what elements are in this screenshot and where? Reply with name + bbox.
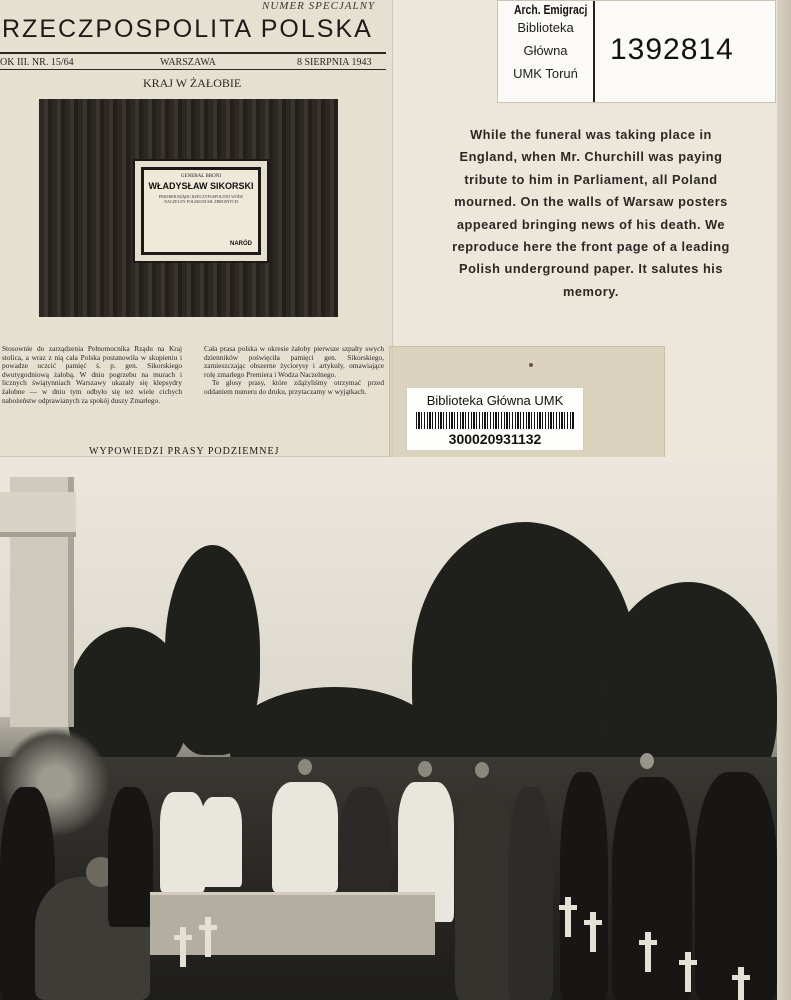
poster-name: WŁADYSŁAW SIKORSKI [148,181,254,191]
call-number: 1392814 [610,33,734,66]
barcode-icon [416,412,574,429]
newspaper-clipping [0,0,393,457]
clergy [160,792,205,892]
stamp-archive-label: Arch. Emigracj [514,2,588,17]
caption-text: While the funeral was taking place in England, when Mr. Churchill was paying tribute to him in Parliament, all Poland mourned. On the walls of Warsaw posters appeared bringing news of his death. We reproduce here the front page of a leading Polish underground paper. It salutes his memory. [452,127,730,299]
newspaper-masthead: RZECZPOSPOLITA POLSKA [2,15,373,43]
masthead-rule-bottom [0,69,386,70]
issue-date: 8 SIERPNIA 1943 [297,57,372,68]
poster-rank: GENERAŁ BRONI [180,174,222,179]
grave-cross [685,952,691,992]
officer [508,787,553,1000]
library-stamp [497,0,776,103]
article-paragraph: Cała prasa polska w okresie żałoby pierwsze szpalty swych dzienników poświęciła pamięci gen. Sikorskiego, zamieszczając obszerne życiorysy i artykuły, omawiające rolę zmarłego Premiera i Wodza Naczelnego. [204,344,384,379]
memorial-cross-arm [0,492,76,537]
officer [455,787,515,1000]
coffin [150,892,435,955]
mourner [695,772,777,1000]
grave-cross [565,897,571,937]
issue-number: OK III. NR. 15/64 [0,57,74,68]
stamp-line: Główna [523,43,568,58]
stamp-line: UMK Toruń [513,66,578,81]
poster-signature: NARÓD [230,241,252,247]
page-edge [777,0,791,1000]
barcode-library-name: Biblioteka Główna UMK [426,393,564,408]
section-title: KRAJ W ŻAŁOBIE [143,76,242,90]
clergy [200,797,242,887]
stamp-divider [593,1,595,102]
grave-cross [645,932,651,972]
mourner [612,777,692,1000]
grave-cross [590,912,596,952]
officer [560,772,608,1000]
stamp-line: Biblioteka [517,20,574,35]
priest [272,782,338,892]
article-column-left [2,345,182,405]
masthead-rule-top [0,52,386,54]
barcode-number: 300020931132 [448,431,542,447]
obituary-poster [133,159,269,263]
mourning-poster-photo [39,99,338,317]
issue-city: WARSZAWA [160,57,216,68]
grave-cross [205,917,211,957]
article-paragraph: Te głosy prasy, które zdążyliśmy otrzymać przed oddaniem numeru do druku, przytaczamy w wyjątkach. [204,378,384,396]
footer-heading: WYPOWIEDZI PRASY PODZIEMNEJ [89,446,280,457]
special-issue-label: NUMER SPECJALNY [262,0,376,12]
grave-cross [738,967,744,1000]
clergy [340,787,390,907]
poster-subtitle: PREMIER RZĄDU RZECZYPOSPOLITEJ WÓDZ NACZELNY POLSKICH SIŁ ZBROJNYCH [158,194,244,204]
article-paragraph: Stosownie do zarządzenia Pełnomocnika Rządu na Kraj stolica, a wraz z nią cała Polska postanowiła w skupieniu i powadze uczcić pamięć ś. p. gen. Sikorskiego dwutygodniową żałobą. W dniu pogrzebu na murach i licznych świątynniach Warszawy ukazały się klepsydry żałobne — w dniu tym odbyło się też wiele cichych nabożeństw odprawianych za spokój duszy Zmarłego. [2,344,182,405]
paper-mark [529,363,533,367]
grave-cross [180,927,186,967]
barcode-label [406,387,584,451]
article-column-right [204,345,384,397]
mourner [108,787,153,927]
funeral-photograph [0,457,777,1000]
